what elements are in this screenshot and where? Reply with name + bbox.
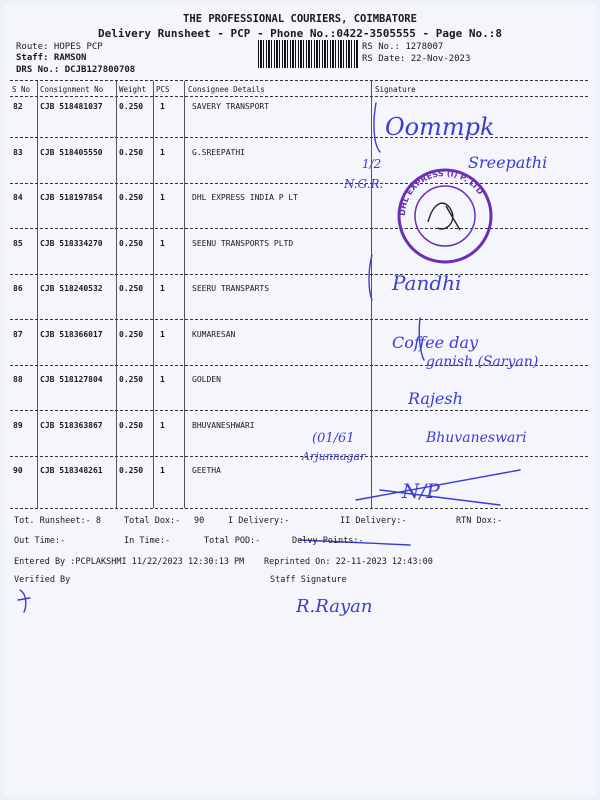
- row-weight: 0.250: [119, 466, 144, 475]
- row-sno: 82: [13, 102, 23, 111]
- row-pcs: 1: [160, 466, 165, 475]
- verified-mark: [18, 590, 30, 612]
- row-sno: 84: [13, 193, 23, 202]
- row-sno: 85: [13, 238, 23, 248]
- row-consignee: GOLDEN: [192, 375, 221, 384]
- row-consignment: CJB 518240532: [40, 284, 103, 293]
- company-title: THE PROFESSIONAL COURIERS, COIMBATORE: [183, 13, 417, 25]
- row-consignment: CJB 518366017: [40, 329, 103, 339]
- row-consignment: CJB 518363867: [40, 420, 103, 430]
- delivery-points: Delvy Points:-: [292, 536, 364, 546]
- row-consignee: DHL EXPRESS INDIA P LT: [192, 193, 298, 202]
- i-delivery: I Delivery:-: [228, 516, 290, 526]
- row-consignment: CJB 518348261: [40, 466, 103, 475]
- rs-date: RS Date: 22-Nov-2023: [362, 54, 471, 64]
- sig-90: N/P: [402, 479, 440, 503]
- runsheet-subtitle: Delivery Runsheet - PCP - Phone No.:0422-3505555 - Page No.:8: [98, 27, 502, 40]
- row-sno: 86: [13, 284, 23, 293]
- rs-number: RS No.: 1278007: [362, 42, 444, 52]
- staff-label: Staff: RAMSON: [16, 53, 87, 63]
- row-consignee: GEETHA: [192, 466, 221, 475]
- dhl-stamp: [398, 169, 491, 262]
- route-label: Route: HOPES PCP: [16, 42, 103, 52]
- row-weight: 0.250: [119, 102, 144, 111]
- row-consignment: CJB 518405550: [40, 147, 103, 157]
- table-bottom-line: [10, 508, 588, 509]
- row-sno: 87: [13, 329, 23, 339]
- row-pcs: 1: [160, 375, 165, 384]
- sig-85: Pandhi: [392, 271, 462, 295]
- ink-bracket: [369, 255, 372, 300]
- row-sno: 89: [13, 420, 23, 430]
- col-header-consignee: Consignee Details: [188, 85, 265, 94]
- row-pcs: 1: [160, 102, 165, 111]
- row-consignee: KUMARESAN: [192, 329, 236, 339]
- out-time: Out Time:-: [14, 536, 66, 546]
- note-83a: 1/2: [362, 157, 382, 171]
- sig-83: Sreepathi: [468, 153, 548, 172]
- row-pcs: 1: [160, 238, 165, 248]
- staff-signature-ink: R.Rayan: [296, 596, 373, 617]
- note-89a: (01/61: [312, 431, 355, 446]
- row-pcs: 1: [160, 329, 165, 339]
- sig-88: Rajesh: [408, 389, 463, 408]
- entered-by: Entered By :PCPLAKSHMI 11/22/2023 12:30:13 PM: [14, 557, 245, 567]
- row-sno: 88: [13, 375, 23, 384]
- row-consignment: CJB 518481037: [40, 102, 103, 111]
- rtn-dox: RTN Dox:-: [456, 516, 503, 526]
- row-consignee: SEENU TRANSPORTS PLTD: [192, 238, 294, 248]
- ii-delivery: II Delivery:-: [340, 516, 407, 526]
- col-header-consignment: Consignment No: [40, 85, 104, 94]
- sig-87a: Coffee day: [392, 333, 479, 352]
- row-sno: 90: [13, 466, 23, 475]
- row-weight: 0.250: [119, 238, 144, 248]
- ink-bracket: [374, 103, 380, 152]
- staff-signature-label: Staff Signature: [270, 575, 347, 585]
- reprinted-on: Reprinted On: 22-11-2023 12:43:00: [264, 557, 433, 567]
- row-sno: 83: [13, 147, 23, 157]
- row-weight: 0.250: [119, 375, 144, 384]
- row-consignment: CJB 518197854: [40, 193, 103, 202]
- total-pod: Total POD:-: [204, 536, 261, 546]
- col-header-signature: Signature: [375, 85, 416, 94]
- ink-line: [380, 490, 500, 505]
- row-consignee: SAVERY TRANSPORT: [192, 102, 270, 111]
- row-pcs: 1: [160, 284, 165, 293]
- row-pcs: 1: [160, 193, 165, 202]
- total-dox-label: Total Dox:-: [124, 516, 181, 526]
- row-weight: 0.250: [119, 329, 144, 339]
- col-header-weight: Weight: [119, 85, 147, 94]
- total-dox-value: 90: [194, 516, 205, 526]
- row-weight: 0.250: [119, 284, 144, 293]
- row-weight: 0.250: [119, 193, 144, 202]
- row-consignee: G.SREEPATHI: [192, 147, 245, 157]
- stamp-text: DHL EXPRESS (I) P. LTD: [397, 168, 485, 217]
- note-89b: Arjunnagar: [302, 450, 366, 463]
- row-consignee: BHUVANESHWARI: [192, 420, 255, 430]
- tot-runsheet: Tot. Runsheet:- 8: [14, 516, 101, 526]
- row-pcs: 1: [160, 147, 165, 157]
- row-weight: 0.250: [119, 420, 144, 430]
- col-header-pcs: PCS: [156, 85, 170, 94]
- row-consignment: CJB 518334270: [40, 238, 103, 248]
- row-consignment: CJB 518127804: [40, 375, 103, 384]
- verified-by-label: Verified By: [14, 575, 71, 585]
- note-83b: N.G.R.: [344, 177, 384, 191]
- sig-87b: ganish (Saryan): [426, 354, 539, 370]
- in-time: In Time:-: [124, 536, 171, 546]
- svg-text:DHL EXPRESS (I) P. LTD: [398, 169, 485, 216]
- sig-89: Bhuvaneswari: [426, 430, 527, 446]
- col-header-sno: S No: [12, 85, 31, 94]
- sig-82: Oommpk: [385, 113, 495, 141]
- row-weight: 0.250: [119, 147, 144, 157]
- row-pcs: 1: [160, 420, 165, 430]
- drs-number: DRS No.: DCJB127800708: [16, 65, 136, 75]
- row-consignee: SEERU TRANSPARTS: [192, 284, 270, 293]
